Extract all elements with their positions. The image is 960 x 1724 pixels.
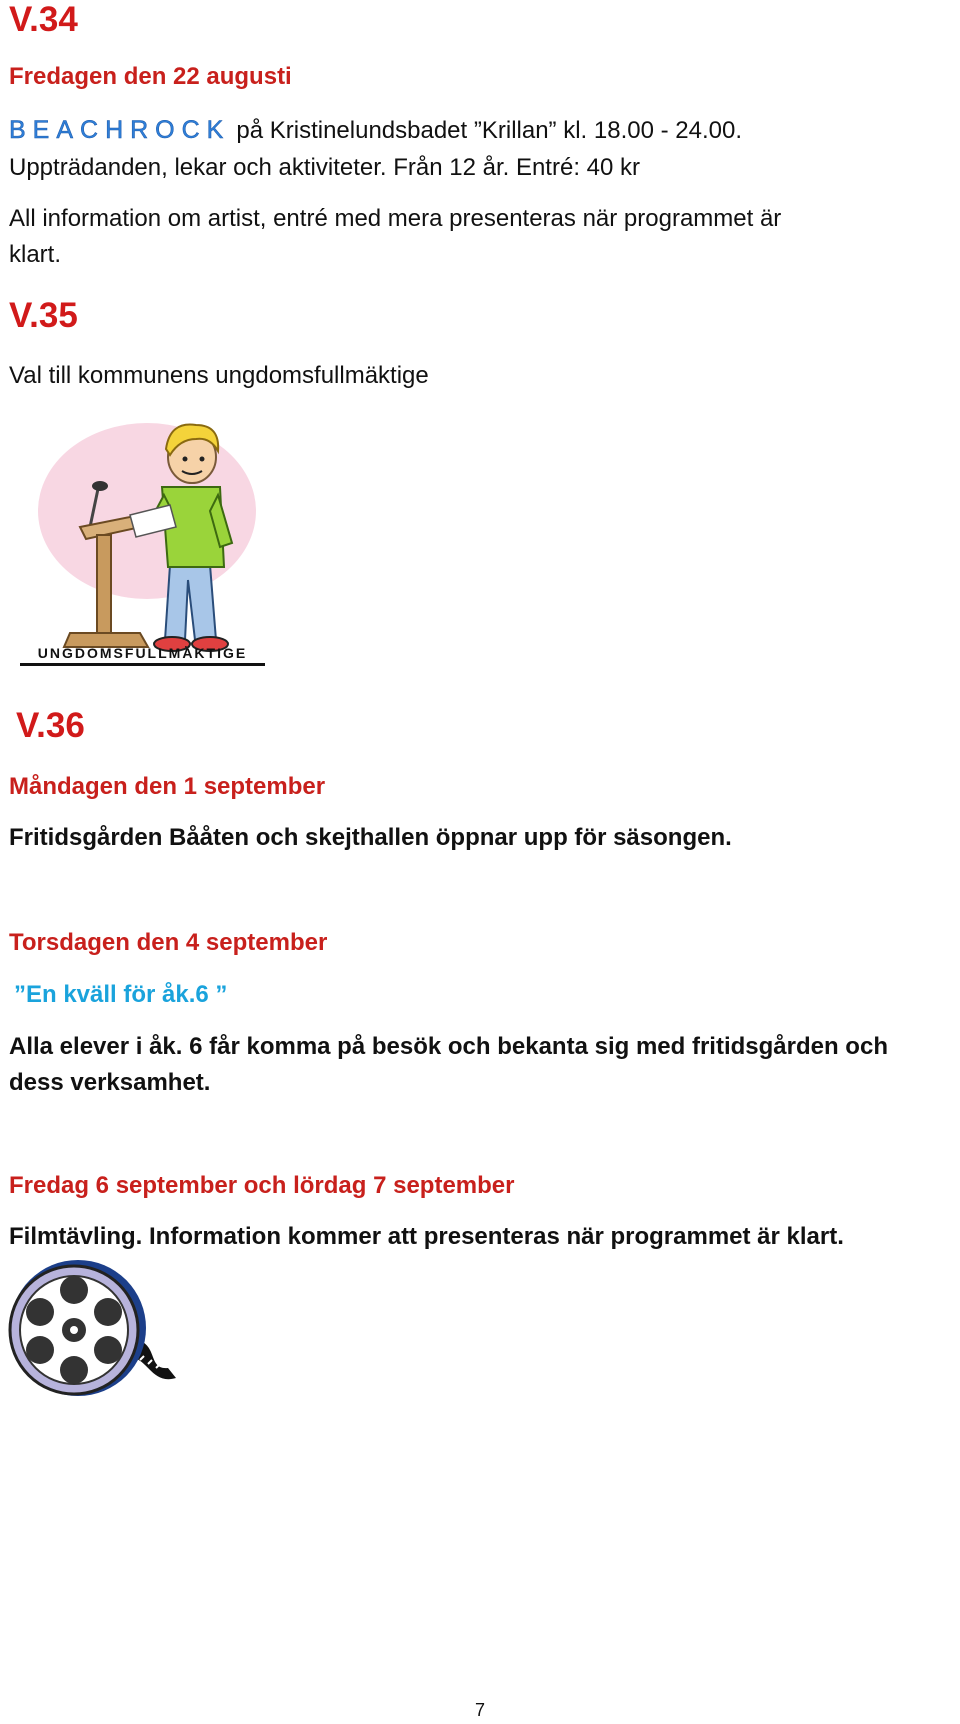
event-location-text: på Kristinelundsbadet ”Krillan” kl. 18.00 - 24.00. (236, 117, 742, 144)
info-text-line2: klart. (9, 241, 62, 268)
logo-text: UNGDOMSFULLMÄKTIGE (37, 645, 248, 661)
paragraph-text: Fritidsgården Bååten och skejthallen öppnar upp för säsongen. (9, 824, 732, 851)
beachrock-logo-text: BEACHROCK (9, 116, 231, 144)
event-details-text: Uppträdanden, lekar och aktiviteter. Från 12 år. Entré: 40 kr (9, 154, 641, 181)
section-title: Val till kommunens ungdomsfullmäktige (9, 362, 429, 389)
date-heading: Måndagen den 1 september (9, 773, 326, 800)
week-heading-v34: V.34 (9, 0, 78, 39)
info-text-line1: All information om artist, entré med mera presenteras när programmet är (9, 205, 782, 232)
film-reel-icon (8, 1260, 178, 1405)
date-heading: Fredagen den 22 augusti (9, 63, 292, 90)
week-heading-v36: V.36 (16, 706, 85, 745)
paragraph-text: Filmtävling. Information kommer att presenteras när programmet är klart. (9, 1223, 844, 1250)
beachrock-line (9, 112, 742, 149)
paragraph-text-line1: Alla elever i åk. 6 får komma på besök och bekanta sig med fritidsgården och (9, 1033, 888, 1060)
event-title: ”En kväll för åk.6 ” (14, 981, 228, 1008)
week-heading-v35: V.35 (9, 296, 78, 335)
date-heading: Torsdagen den 4 september (9, 929, 328, 956)
ungdomsfullmaktige-logo (20, 643, 265, 666)
date-heading: Fredag 6 september och lördag 7 september (9, 1172, 515, 1199)
page-number: 7 (474, 1700, 485, 1720)
paragraph-text-line2: dess verksamhet. (9, 1069, 211, 1096)
speaker-podium-illustration (20, 415, 270, 665)
